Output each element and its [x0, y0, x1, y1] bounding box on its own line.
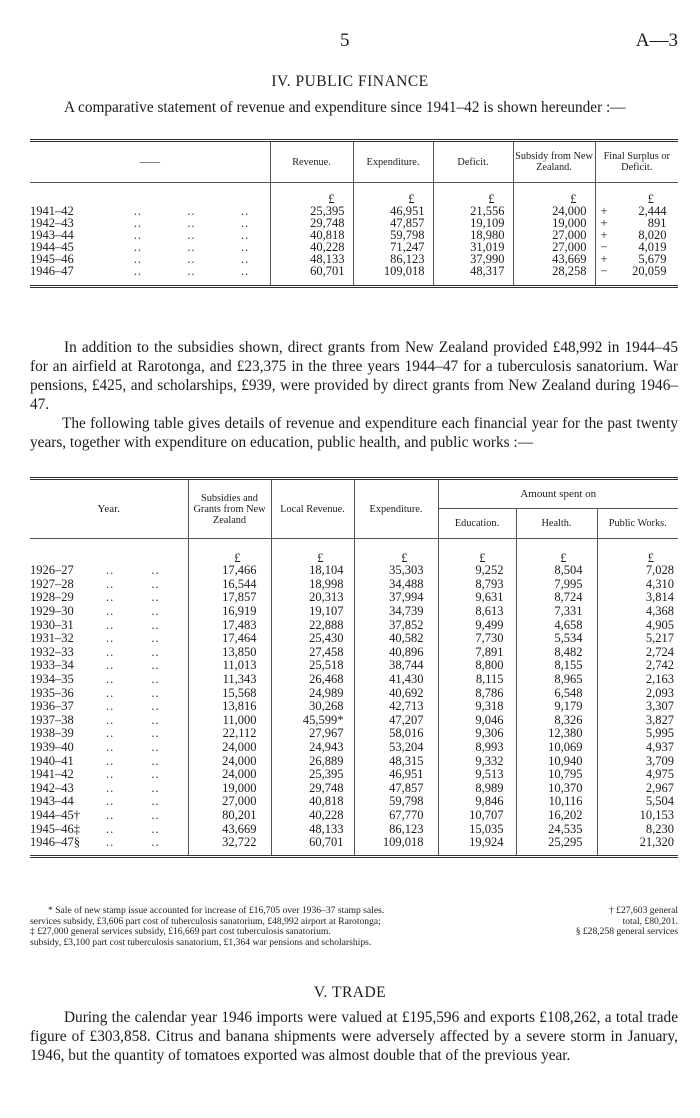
leader-dots: .. .. [106, 699, 160, 714]
cell-local-revenue: 27,458 [271, 645, 354, 659]
cell-health: 8,482 [516, 645, 597, 659]
row-year: 1938–39 [30, 726, 74, 741]
cell-public-works: 4,368 [597, 604, 678, 618]
cell-health: 7,995 [516, 577, 597, 591]
cell-expenditure: 34,739 [354, 604, 438, 618]
cell-education: 9,631 [438, 591, 516, 605]
cell-public-works: 3,814 [597, 591, 678, 605]
table2-row [30, 618, 678, 632]
cell-subsidy: 19,000 [513, 217, 595, 229]
cell-health: 12,380 [516, 727, 597, 741]
cell-health: 8,724 [516, 591, 597, 605]
cell-education: 9,499 [438, 618, 516, 632]
row-year: 1932–33 [30, 644, 74, 659]
table1-header-subsidy: Subsidy from New Zealand. [513, 141, 595, 183]
twenty-years-paragraph [30, 414, 678, 452]
cell-subsidies: 80,201 [188, 808, 271, 822]
leader-dots: .. .. [106, 685, 160, 700]
cell-local-revenue: 24,943 [271, 740, 354, 754]
cell-public-works: 7,028 [597, 564, 678, 578]
cell-expenditure: 46,951 [354, 767, 438, 781]
row-year: 1937–38 [30, 712, 74, 727]
cell-final: 4,019 [638, 239, 667, 254]
cell-health: 5,534 [516, 631, 597, 645]
table2-row [30, 686, 678, 700]
cell-subsidies: 16,544 [188, 577, 271, 591]
leader-dots: .. .. [106, 740, 160, 755]
cell-health: 16,202 [516, 808, 597, 822]
row-year: 1935–36 [30, 685, 74, 700]
cell-revenue: 25,395 [270, 205, 353, 217]
table2-row [30, 822, 678, 836]
grants-text: In addition to the subsidies shown, direct grants from New Zealand provided £48,992 in 1944–45 for an airfield at Rarotonga, and £23,375 in the three years 1944–47 for a tuberculosis sanatorium. War pensions, £425, and scholarships, £939, were provided by direct grants from New Zealand during 1946–47. [30, 339, 678, 413]
cell-subsidies: 11,343 [188, 672, 271, 686]
cell-expenditure: 47,857 [354, 781, 438, 795]
leader-dots: .. .. [106, 794, 160, 809]
table1-header-final: Final Surplus or Deficit. [595, 141, 678, 183]
cell-final: 891 [647, 215, 667, 230]
cell-deficit: 48,317 [433, 265, 513, 277]
cell-education: 9,332 [438, 754, 516, 768]
cell-expenditure: 86,123 [353, 253, 433, 265]
row-year: 1946–47§ [30, 835, 80, 850]
comparative-statement-table [30, 139, 678, 289]
cell-local-revenue: 19,107 [271, 604, 354, 618]
cell-local-revenue: 45,599* [271, 713, 354, 727]
cell-final: 5,679 [638, 251, 667, 266]
cell-local-revenue: 25,430 [271, 631, 354, 645]
cell-expenditure: 46,951 [353, 205, 433, 217]
leader-dots: .. .. [106, 590, 160, 605]
cell-subsidy: 28,258 [513, 265, 595, 277]
cell-local-revenue: 20,313 [271, 591, 354, 605]
footnote-line: ‡ £27,000 general services subsidy, £16,669 part cost tuberculosis sanatorium. [30, 926, 331, 937]
table2-row [30, 577, 678, 591]
table1-unit: £ [353, 183, 433, 205]
leader-dots: .. .. [106, 712, 160, 727]
cell-final: 2,444 [638, 203, 667, 218]
table2-row [30, 604, 678, 618]
cell-expenditure: 53,204 [354, 740, 438, 754]
cell-subsidies: 13,850 [188, 645, 271, 659]
row-year: 1926–27 [30, 563, 74, 578]
page-reference: A—3 [635, 30, 678, 51]
cell-subsidies: 13,816 [188, 699, 271, 713]
cell-health: 6,548 [516, 686, 597, 700]
table1-row [30, 265, 678, 277]
cell-education: 9,306 [438, 727, 516, 741]
cell-final: 20,059 [632, 263, 667, 278]
leader-dots: .. .. [106, 672, 160, 687]
cell-local-revenue: 60,701 [271, 835, 354, 849]
cell-public-works: 21,320 [597, 835, 678, 849]
cell-education: 8,989 [438, 781, 516, 795]
cell-expenditure: 37,852 [354, 618, 438, 632]
cell-expenditure: 41,430 [354, 672, 438, 686]
table2-row [30, 564, 678, 578]
cell-public-works: 4,937 [597, 740, 678, 754]
cell-health: 10,069 [516, 740, 597, 754]
cell-subsidies: 43,669 [188, 822, 271, 836]
leader-dots: .. .. [106, 726, 160, 741]
cell-expenditure: 86,123 [354, 822, 438, 836]
table1-unit: £ [595, 183, 678, 205]
cell-subsidies: 32,722 [188, 835, 271, 849]
cell-public-works: 2,163 [597, 672, 678, 686]
table1-row [30, 217, 678, 229]
leader-dots: .. .. [106, 576, 160, 591]
cell-health: 4,658 [516, 618, 597, 632]
cell-health: 10,940 [516, 754, 597, 768]
cell-public-works: 5,995 [597, 727, 678, 741]
cell-local-revenue: 48,133 [271, 822, 354, 836]
grants-paragraph [30, 338, 678, 414]
cell-subsidies: 11,000 [188, 713, 271, 727]
cell-health: 8,155 [516, 659, 597, 673]
cell-education: 8,793 [438, 577, 516, 591]
cell-education: 15,035 [438, 822, 516, 836]
row-year: 1941–42 [30, 767, 74, 782]
leader-dots: .. .. .. [133, 239, 250, 254]
cell-local-revenue: 40,228 [271, 808, 354, 822]
cell-education: 7,891 [438, 645, 516, 659]
cell-local-revenue: 26,468 [271, 672, 354, 686]
table2-header-subsidies: Subsidies and Grants from New Zealand [188, 479, 271, 539]
table2-header-public-works: Public Works. [597, 509, 678, 539]
cell-subsidies: 27,000 [188, 795, 271, 809]
cell-sign: − [600, 263, 608, 278]
cell-public-works: 4,310 [597, 577, 678, 591]
cell-local-revenue: 29,748 [271, 781, 354, 795]
table2-row [30, 767, 678, 781]
row-year: 1931–32 [30, 631, 74, 646]
cell-expenditure: 109,018 [353, 265, 433, 277]
cell-health: 10,795 [516, 767, 597, 781]
table2-row [30, 727, 678, 741]
intro-paragraph [30, 98, 678, 117]
table1-row [30, 229, 678, 241]
cell-subsidies: 24,000 [188, 767, 271, 781]
cell-expenditure: 34,488 [354, 577, 438, 591]
row-year: 1939–40 [30, 740, 74, 755]
table2-unit: £ [597, 539, 678, 564]
cell-subsidies: 15,568 [188, 686, 271, 700]
cell-education: 7,730 [438, 631, 516, 645]
table1-row [30, 241, 678, 253]
cell-education: 8,800 [438, 659, 516, 673]
cell-health: 8,326 [516, 713, 597, 727]
cell-revenue: 40,818 [270, 229, 353, 241]
table1-unit: £ [270, 183, 353, 205]
table2-row [30, 781, 678, 795]
table2-row [30, 699, 678, 713]
cell-health: 8,965 [516, 672, 597, 686]
table2-row [30, 659, 678, 673]
cell-expenditure: 40,582 [354, 631, 438, 645]
intro-text: A comparative statement of revenue and expenditure since 1941–42 is shown hereunder :— [64, 99, 626, 116]
row-year: 1928–29 [30, 590, 74, 605]
cell-expenditure: 109,018 [354, 835, 438, 849]
row-year: 1933–34 [30, 658, 74, 673]
leader-dots: .. .. [106, 604, 160, 619]
cell-sign: + [600, 203, 608, 218]
table1-col0-header: —— [139, 156, 161, 168]
cell-deficit: 37,990 [433, 253, 513, 265]
row-year: 1943–44 [30, 794, 74, 809]
cell-education: 10,707 [438, 808, 516, 822]
cell-health: 8,504 [516, 564, 597, 578]
cell-expenditure: 40,896 [354, 645, 438, 659]
cell-local-revenue: 18,104 [271, 564, 354, 578]
leader-dots: .. .. .. [133, 227, 250, 242]
table1-row [30, 253, 678, 265]
cell-health: 25,295 [516, 835, 597, 849]
cell-public-works: 5,504 [597, 795, 678, 809]
cell-expenditure: 59,798 [353, 229, 433, 241]
cell-subsidies: 16,919 [188, 604, 271, 618]
trade-text: During the calendar year 1946 imports were valued at £195,596 and exports £108,262, a total trade figure of £303,858. Citrus and banana shipments were adversely affected by a severe storm in January, 1946, but the quantity of tomatoes exported was almost double that of the previous year. [30, 1009, 678, 1064]
cell-sign: + [600, 227, 608, 242]
cell-expenditure: 59,798 [354, 795, 438, 809]
footnote-line: † £27,603 general [608, 905, 678, 916]
footnote-line: § £28,258 general services [575, 926, 678, 937]
cell-subsidies: 22,112 [188, 727, 271, 741]
footnote-line: * Sale of new stamp issue accounted for increase of £16,705 over 1936–37 stamp sales. [48, 905, 385, 916]
table2-row [30, 713, 678, 727]
cell-education: 8,993 [438, 740, 516, 754]
cell-health: 10,116 [516, 795, 597, 809]
cell-subsidy: 43,669 [513, 253, 595, 265]
cell-public-works: 8,230 [597, 822, 678, 836]
cell-education: 8,613 [438, 604, 516, 618]
row-year: 1934–35 [30, 672, 74, 687]
footnotes [30, 906, 678, 948]
row-year: 1936–37 [30, 699, 74, 714]
leader-dots: .. .. [106, 753, 160, 768]
table2-row [30, 672, 678, 686]
cell-public-works: 4,975 [597, 767, 678, 781]
footnote-line: services subsidy, £3,606 part cost of tuberculosis sanatorium, £48,992 airport at Rarotonga; [30, 915, 381, 927]
cell-subsidies: 24,000 [188, 754, 271, 768]
table2-row [30, 645, 678, 659]
cell-public-works: 3,709 [597, 754, 678, 768]
cell-subsidies: 19,000 [188, 781, 271, 795]
cell-subsidy: 24,000 [513, 205, 595, 217]
table2-row [30, 754, 678, 768]
table1-unit: £ [513, 183, 595, 205]
leader-dots: .. .. [106, 563, 160, 578]
table2-header-health: Health. [516, 509, 597, 539]
cell-local-revenue: 22,888 [271, 618, 354, 632]
cell-education: 9,318 [438, 699, 516, 713]
cell-subsidies: 24,000 [188, 740, 271, 754]
row-year: 1940–41 [30, 753, 74, 768]
leader-dots: .. .. [106, 780, 160, 795]
row-year: 1941–42 [30, 203, 74, 218]
table2-header-education: Education. [438, 509, 516, 539]
cell-revenue: 29,748 [270, 217, 353, 229]
cell-revenue: 48,133 [270, 253, 353, 265]
cell-revenue: 40,228 [270, 241, 353, 253]
table2-header-year: Year. [97, 502, 120, 515]
table2-row [30, 591, 678, 605]
cell-local-revenue: 18,998 [271, 577, 354, 591]
leader-dots: .. .. [106, 821, 160, 836]
cell-expenditure: 67,770 [354, 808, 438, 822]
table2-header-expenditure: Expenditure. [354, 479, 438, 539]
row-year: 1929–30 [30, 604, 74, 619]
footnote-line: subsidy, £3,100 part cost tuberculosis sanatorium, £1,364 war pensions and scholarships. [30, 936, 372, 948]
cell-deficit: 21,556 [433, 205, 513, 217]
cell-expenditure: 38,744 [354, 659, 438, 673]
cell-subsidies: 17,857 [188, 591, 271, 605]
leader-dots: .. .. [106, 644, 160, 659]
cell-expenditure: 48,315 [354, 754, 438, 768]
cell-local-revenue: 40,818 [271, 795, 354, 809]
row-year: 1930–31 [30, 617, 74, 632]
leader-dots: .. .. [106, 617, 160, 632]
cell-expenditure: 37,994 [354, 591, 438, 605]
cell-public-works: 2,093 [597, 686, 678, 700]
cell-public-works: 5,217 [597, 631, 678, 645]
cell-health: 10,370 [516, 781, 597, 795]
cell-health: 9,179 [516, 699, 597, 713]
row-year: 1945–46‡ [30, 821, 80, 836]
cell-deficit: 18,980 [433, 229, 513, 241]
table2-row [30, 631, 678, 645]
row-year: 1942–43 [30, 780, 74, 795]
leader-dots: .. .. .. [133, 251, 250, 266]
cell-education: 9,252 [438, 564, 516, 578]
cell-public-works: 4,905 [597, 618, 678, 632]
cell-local-revenue: 25,395 [271, 767, 354, 781]
cell-local-revenue: 25,518 [271, 659, 354, 673]
cell-education: 9,846 [438, 795, 516, 809]
row-year: 1942–43 [30, 215, 74, 230]
cell-sign: + [600, 251, 608, 266]
cell-final: 8,020 [638, 227, 667, 242]
cell-expenditure: 42,713 [354, 699, 438, 713]
table2-unit: £ [188, 539, 271, 564]
cell-local-revenue: 26,889 [271, 754, 354, 768]
table1-row [30, 205, 678, 217]
table1-header-expenditure: Expenditure. [353, 141, 433, 183]
table2-unit: £ [271, 539, 354, 564]
leader-dots: .. .. [106, 835, 160, 850]
cell-revenue: 60,701 [270, 265, 353, 277]
table2-unit: £ [516, 539, 597, 564]
cell-expenditure: 35,303 [354, 564, 438, 578]
section-title-trade: V. TRADE [313, 984, 387, 1001]
row-year: 1946–47 [30, 263, 74, 278]
leader-dots: .. .. [106, 658, 160, 673]
row-year: 1944–45† [30, 807, 80, 822]
cell-local-revenue: 27,967 [271, 727, 354, 741]
cell-public-works: 3,307 [597, 699, 678, 713]
leader-dots: .. .. [106, 631, 160, 646]
cell-subsidies: 17,483 [188, 618, 271, 632]
cell-health: 7,331 [516, 604, 597, 618]
cell-public-works: 2,742 [597, 659, 678, 673]
table2-row [30, 795, 678, 809]
cell-health: 24,535 [516, 822, 597, 836]
twenty-year-table [30, 477, 678, 859]
table2-unit: £ [354, 539, 438, 564]
cell-deficit: 31,019 [433, 241, 513, 253]
cell-subsidies: 17,466 [188, 564, 271, 578]
table2-unit: £ [438, 539, 516, 564]
cell-expenditure: 40,692 [354, 686, 438, 700]
cell-public-works: 3,827 [597, 713, 678, 727]
cell-public-works: 10,153 [597, 808, 678, 822]
cell-education: 19,924 [438, 835, 516, 849]
row-year: 1945–46 [30, 251, 74, 266]
leader-dots: .. .. .. [133, 215, 250, 230]
cell-subsidy: 27,000 [513, 229, 595, 241]
leader-dots: .. .. .. [133, 263, 250, 278]
footnote-line: total, £80,201. [622, 915, 678, 927]
row-year: 1927–28 [30, 576, 74, 591]
cell-local-revenue: 24,989 [271, 686, 354, 700]
cell-expenditure: 47,207 [354, 713, 438, 727]
cell-sign: + [600, 215, 608, 230]
table1-header-revenue: Revenue. [270, 141, 353, 183]
table2-row [30, 808, 678, 822]
cell-education: 9,513 [438, 767, 516, 781]
cell-expenditure: 47,857 [353, 217, 433, 229]
trade-paragraph [30, 1008, 678, 1065]
table2-row [30, 835, 678, 849]
cell-expenditure: 58,016 [354, 727, 438, 741]
cell-education: 9,046 [438, 713, 516, 727]
leader-dots: .. .. [106, 807, 160, 822]
table2-row [30, 740, 678, 754]
table1-header-deficit: Deficit. [433, 141, 513, 183]
cell-deficit: 19,109 [433, 217, 513, 229]
cell-subsidy: 27,000 [513, 241, 595, 253]
row-year: 1943–44 [30, 227, 74, 242]
leader-dots: .. .. .. [133, 203, 250, 218]
cell-education: 8,115 [438, 672, 516, 686]
cell-subsidies: 11,013 [188, 659, 271, 673]
leader-dots: .. .. [106, 767, 160, 782]
cell-expenditure: 71,247 [353, 241, 433, 253]
table2-header-local-revenue: Local Revenue. [271, 479, 354, 539]
cell-sign: − [600, 239, 608, 254]
section-title-public-finance: IV. PUBLIC FINANCE [271, 73, 429, 90]
cell-education: 8,786 [438, 686, 516, 700]
twenty-years-text: The following table gives details of revenue and expenditure each financial year for the past twenty years, together with expenditure on education, public health, and public works :— [30, 415, 678, 451]
cell-subsidies: 17,464 [188, 631, 271, 645]
cell-public-works: 2,967 [597, 781, 678, 795]
table2-header-amount-spent: Amount spent on [438, 479, 678, 509]
row-year: 1944–45 [30, 239, 74, 254]
cell-public-works: 2,724 [597, 645, 678, 659]
cell-local-revenue: 30,268 [271, 699, 354, 713]
table1-unit: £ [433, 183, 513, 205]
page-number: 5 [340, 30, 350, 51]
